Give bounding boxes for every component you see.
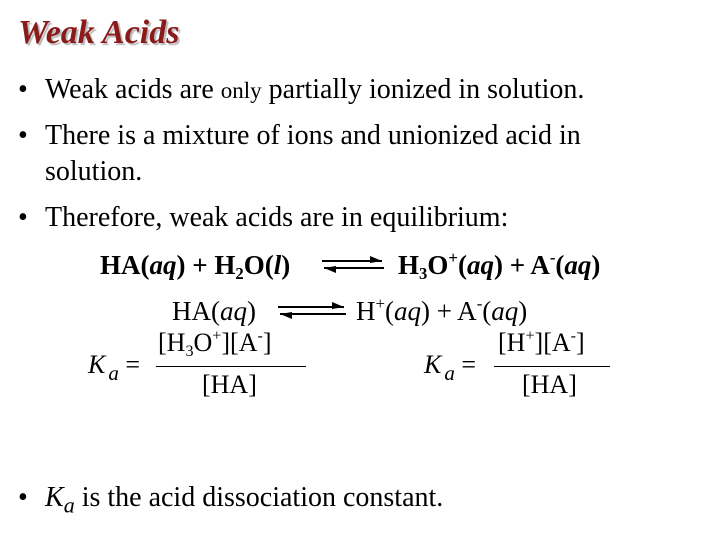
bullet-1 [18, 72, 584, 109]
bullet-1-post: partially ionized in solution. [261, 74, 585, 105]
ka-expression-2-label [424, 350, 476, 386]
equation-2-left: HA(aq) [172, 296, 256, 326]
equilibrium-arrow-2 [274, 300, 350, 322]
bullet-1-pre: Weak acids are [45, 74, 221, 105]
ka-expression-1-label [88, 350, 140, 386]
ka-1-equals: = [125, 350, 141, 379]
slide-title: Weak Acids [18, 14, 180, 51]
equation-2-right: H+(aq) + A-(aq) [356, 294, 528, 326]
ka-2-equals: = [461, 350, 477, 379]
equation-1-right: $H_3O^+(aq) + A^-(aq)$ [398, 248, 601, 284]
bullet-4-text [45, 480, 443, 524]
bullet-dot: • [18, 74, 28, 105]
bullet-3 [18, 200, 508, 236]
bullet-2-line-1: There is a mixture of ions and unionized acid in [45, 120, 581, 151]
bullet-dot: • [18, 482, 28, 513]
ka-2-k: K [424, 350, 442, 379]
ka-2-a: a [444, 361, 455, 386]
ka-1-a: a [108, 361, 119, 386]
bullet-2-line-2: solution. [45, 156, 143, 187]
ka-symbol-a: a [63, 492, 75, 518]
ka-expression-1-fraction [156, 328, 312, 408]
bullet-3-text: Therefore, weak acids are in equilibrium: [45, 202, 509, 233]
ka-symbol-k: K [45, 482, 64, 513]
bullet-dot: • [18, 202, 28, 233]
bullet-2 [18, 118, 581, 190]
ka-2-denominator: [HA] [522, 370, 577, 399]
bullet-1-only: only [220, 78, 262, 103]
equation-1-left: $HA(aq) + H_2O(l)$ [100, 250, 291, 284]
bullet-1-text [45, 72, 584, 109]
bullet-4 [18, 480, 443, 524]
ka-2-numerator: [H+][A-] [498, 327, 585, 357]
ka-2-fraction-bar [494, 366, 610, 367]
ka-1-numerator: $[H_3O^+][A^-]$ [158, 327, 272, 360]
bullet-dot: • [18, 120, 28, 151]
ka-1-fraction-bar [156, 366, 306, 367]
equilibrium-arrow-1 [318, 254, 388, 276]
ka-1-k: K [88, 350, 106, 379]
ka-1-denominator: [HA] [202, 370, 257, 399]
ka-expression-2-fraction [494, 328, 620, 408]
bullet-4-sentence: is the acid dissociation constant. [74, 482, 444, 513]
